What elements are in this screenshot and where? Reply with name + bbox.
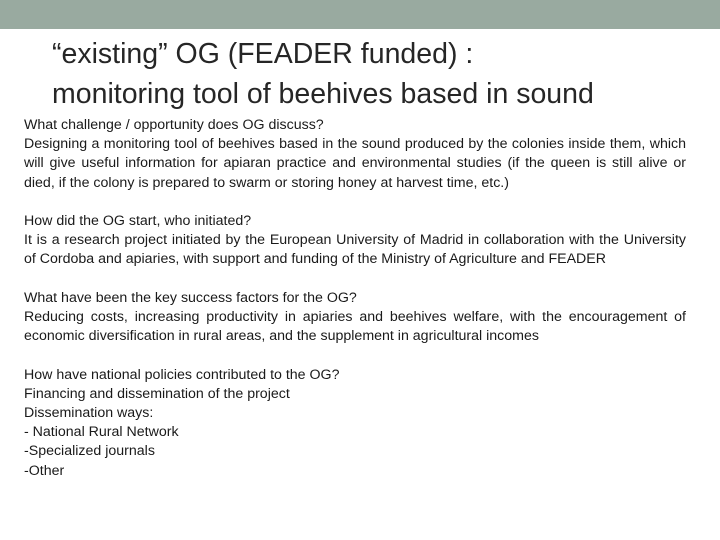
section-success-factors (24, 289, 686, 347)
slide-title (52, 34, 712, 114)
section-challenge (24, 116, 686, 193)
slide-top-bar (0, 0, 720, 29)
section-national-policies (24, 366, 686, 481)
section-line: -Specialized journals (24, 443, 155, 460)
section-line: Dissemination ways: (24, 405, 154, 421)
section-answer: Reducing costs, increasing productivity in apiaries and beehives welfare, with the encouragement of economic diversification in rural areas, and the supplement in agricultural incomes (24, 309, 686, 345)
section-start (24, 212, 686, 270)
slide-title-line-1: “existing” OG (FEADER funded) : (52, 38, 474, 70)
slide-body (24, 116, 686, 500)
section-line: - National Rural Network (24, 424, 179, 441)
section-answer: Designing a monitoring tool of beehives based in the sound produced by the colonies inside them, which will give useful information for apiaran practice and environmental studies (if the queen is still alive or died, if the colony is prepared to swarm or storing honey at harvest time, etc.) (24, 136, 686, 191)
section-answer: It is a research project initiated by the European University of Madrid in collaboration with the University of Cordoba and apiaries, with support and funding of the Ministry of Agriculture and FEADER (24, 232, 686, 268)
slide-title-line-2: monitoring tool of beehives based in sound (52, 78, 594, 110)
section-question: What challenge / opportunity does OG discuss? (24, 117, 324, 133)
section-question: What have been the key success factors for the OG? (24, 289, 357, 306)
section-line: -Other (24, 462, 65, 479)
section-question: How have national policies contributed to the OG? (24, 366, 340, 383)
section-line: Financing and dissemination of the project (24, 385, 290, 402)
section-question: How did the OG start, who initiated? (24, 213, 252, 229)
